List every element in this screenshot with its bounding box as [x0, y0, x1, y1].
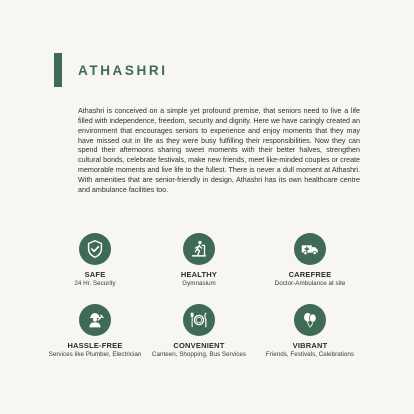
title-accent-bar	[54, 53, 62, 87]
plate-cutlery-icon	[183, 304, 215, 336]
feature-description: Friends, Festivals, Celebrations	[265, 351, 355, 358]
feature-description: Canteen, Shopping, Bus Services	[151, 351, 247, 358]
feature-description: Services like Plumber, Electrician	[48, 351, 142, 358]
repairman-icon	[79, 304, 111, 336]
feature-hassle-free	[47, 304, 143, 359]
feature-description: Gymnasium	[182, 280, 216, 287]
feature-safe	[47, 233, 143, 288]
shield-check-icon	[79, 233, 111, 265]
feature-convenient	[151, 304, 247, 359]
feature-title: CONVENIENT	[173, 341, 225, 350]
feature-vibrant	[262, 304, 358, 359]
feature-title: VIBRANT	[292, 341, 328, 350]
feature-title: SAFE	[84, 270, 106, 279]
feature-title: HEALTHY	[180, 270, 218, 279]
feature-description: Doctor-Ambulance at site	[274, 280, 346, 287]
feature-healthy	[151, 233, 247, 288]
feature-title: CAREFREE	[288, 270, 332, 279]
feature-title: HASSLE-FREE	[67, 341, 123, 350]
balloons-icon	[294, 304, 326, 336]
ambulance-icon	[294, 233, 326, 265]
intro-paragraph: Athashri is conceived on a simple yet profound premise, that seniors need to live a life filled with independence, freedom, security and dignity. Here we have caringly created an environment that encourages seniors to experience and enjoy moments that they may have missed out in life as they were busy fulfilling their responsibilities. Now they can spend their afternoons sharing sweet moments with their better halves, strengthen cultural bonds, celebrate festivals, make new friends, meet like-minded couples or create memorable moments and live life to the fullest. There is never a dull moment at Athashri. With amenities that are senior-friendly in design, Athashri has its own healthcare centre and ambulance facilities too.	[78, 107, 360, 194]
page-title: ATHASHRI	[78, 63, 168, 78]
treadmill-icon	[183, 233, 215, 265]
feature-description: 24 Hr. Security	[74, 280, 116, 287]
feature-carefree	[262, 233, 358, 288]
